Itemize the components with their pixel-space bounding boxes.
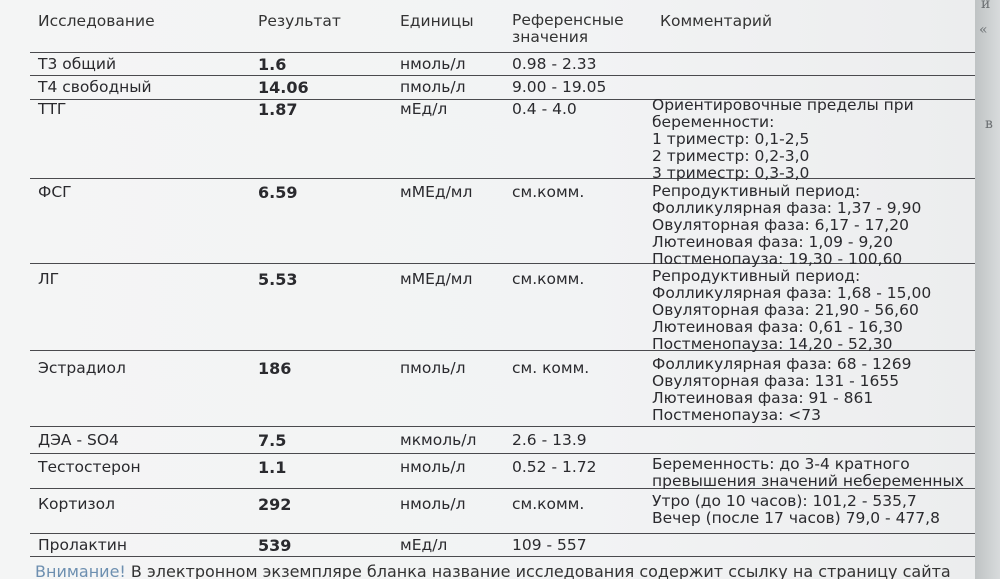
test-units: мМЕд/мл	[400, 183, 473, 201]
test-name: Тестостерон	[38, 458, 141, 476]
header-test: Исследование	[38, 12, 155, 30]
test-units: нмоль/л	[400, 495, 466, 513]
footer-text: В электронном экземпляре бланка название исследования содержит ссылку на страницу сайта	[125, 562, 951, 579]
test-reference: 0.98 - 2.33	[512, 55, 597, 73]
row-divider	[30, 426, 975, 427]
footer-note	[35, 562, 951, 579]
test-reference: 0.4 - 4.0	[512, 100, 577, 118]
test-result: 5.53	[258, 270, 298, 289]
test-units: пмоль/л	[400, 359, 466, 377]
test-reference: см. комм.	[512, 359, 590, 377]
test-reference: см.комм.	[512, 183, 585, 201]
test-name: Кортизол	[38, 495, 116, 513]
test-result: 1.6	[258, 55, 287, 74]
header-reference: Референсные значения	[512, 11, 624, 46]
edge-glyph: «	[979, 22, 988, 38]
row-divider	[30, 556, 975, 557]
test-comment: Репродуктивный период: Фолликулярная фаза: 1,37 - 9,90 Овуляторная фаза: 6,17 - 17,20 Лютеиновая фаза: 1,09 - 9,20 Постменопауза: 19,30 - 100,60	[652, 182, 922, 268]
test-reference: см.комм.	[512, 495, 585, 513]
test-name: ФСГ	[38, 183, 72, 201]
header-result: Результат	[258, 12, 341, 30]
row-divider	[30, 453, 975, 454]
test-units: нмоль/л	[400, 55, 466, 73]
adjacent-page-edge	[975, 0, 1000, 579]
test-units: мкмоль/л	[400, 431, 477, 449]
test-reference: см.комм.	[512, 270, 585, 288]
test-comment: Ориентировочные пределы при беременности: 1 триместр: 0,1-2,5 2 триместр: 0,2-3,0 3 триместр: 0,3-3,0	[652, 96, 914, 182]
edge-glyph: в	[985, 116, 993, 132]
test-reference: 9.00 - 19.05	[512, 78, 607, 96]
test-comment: Беременность: до 3-4 кратного превышения значений небеременных	[652, 455, 964, 490]
test-result: 292	[258, 495, 292, 514]
test-units: мЕд/л	[400, 536, 448, 554]
test-name: Т3 общий	[38, 55, 117, 73]
test-units: мМЕд/мл	[400, 270, 473, 288]
test-name: Эстрадиол	[38, 359, 126, 377]
test-result: 7.5	[258, 431, 287, 450]
test-name: ДЭА - SO4	[38, 431, 119, 449]
footer-warning: Внимание!	[35, 562, 126, 579]
test-reference: 2.6 - 13.9	[512, 431, 587, 449]
test-reference: 109 - 557	[512, 536, 587, 554]
test-result: 14.06	[258, 78, 309, 97]
test-reference: 0.52 - 1.72	[512, 458, 597, 476]
test-result: 1.1	[258, 458, 287, 477]
test-comment: Фолликулярная фаза: 68 - 1269 Овуляторная фаза: 131 - 1655 Лютеиновая фаза: 91 - 861 Постменопауза: <73	[652, 355, 912, 424]
test-comment: Утро (до 10 часов): 101,2 - 535,7 Вечер (после 17 часов) 79,0 - 477,8	[652, 492, 940, 527]
test-name: Т4 свободный	[38, 78, 152, 96]
test-result: 539	[258, 536, 292, 555]
edge-glyph: и	[981, 0, 991, 12]
test-name: ТТГ	[38, 100, 67, 118]
row-divider	[30, 75, 975, 76]
header-comment: Комментарий	[660, 12, 773, 30]
test-units: мЕд/л	[400, 100, 448, 118]
test-result: 1.87	[258, 100, 298, 119]
test-units: нмоль/л	[400, 458, 466, 476]
test-comment: Репродуктивный период: Фолликулярная фаза: 1,68 - 15,00 Овуляторная фаза: 21,90 - 56,60 Лютеиновая фаза: 0,61 - 16,30 Постменопауза: 14,20 - 52,30	[652, 267, 932, 353]
test-result: 6.59	[258, 183, 298, 202]
test-name: Пролактин	[38, 536, 127, 554]
test-units: пмоль/л	[400, 78, 466, 96]
test-name: ЛГ	[38, 270, 60, 288]
header-units: Единицы	[400, 12, 474, 30]
row-divider	[30, 52, 975, 53]
row-divider	[30, 533, 975, 534]
test-result: 186	[258, 359, 292, 378]
